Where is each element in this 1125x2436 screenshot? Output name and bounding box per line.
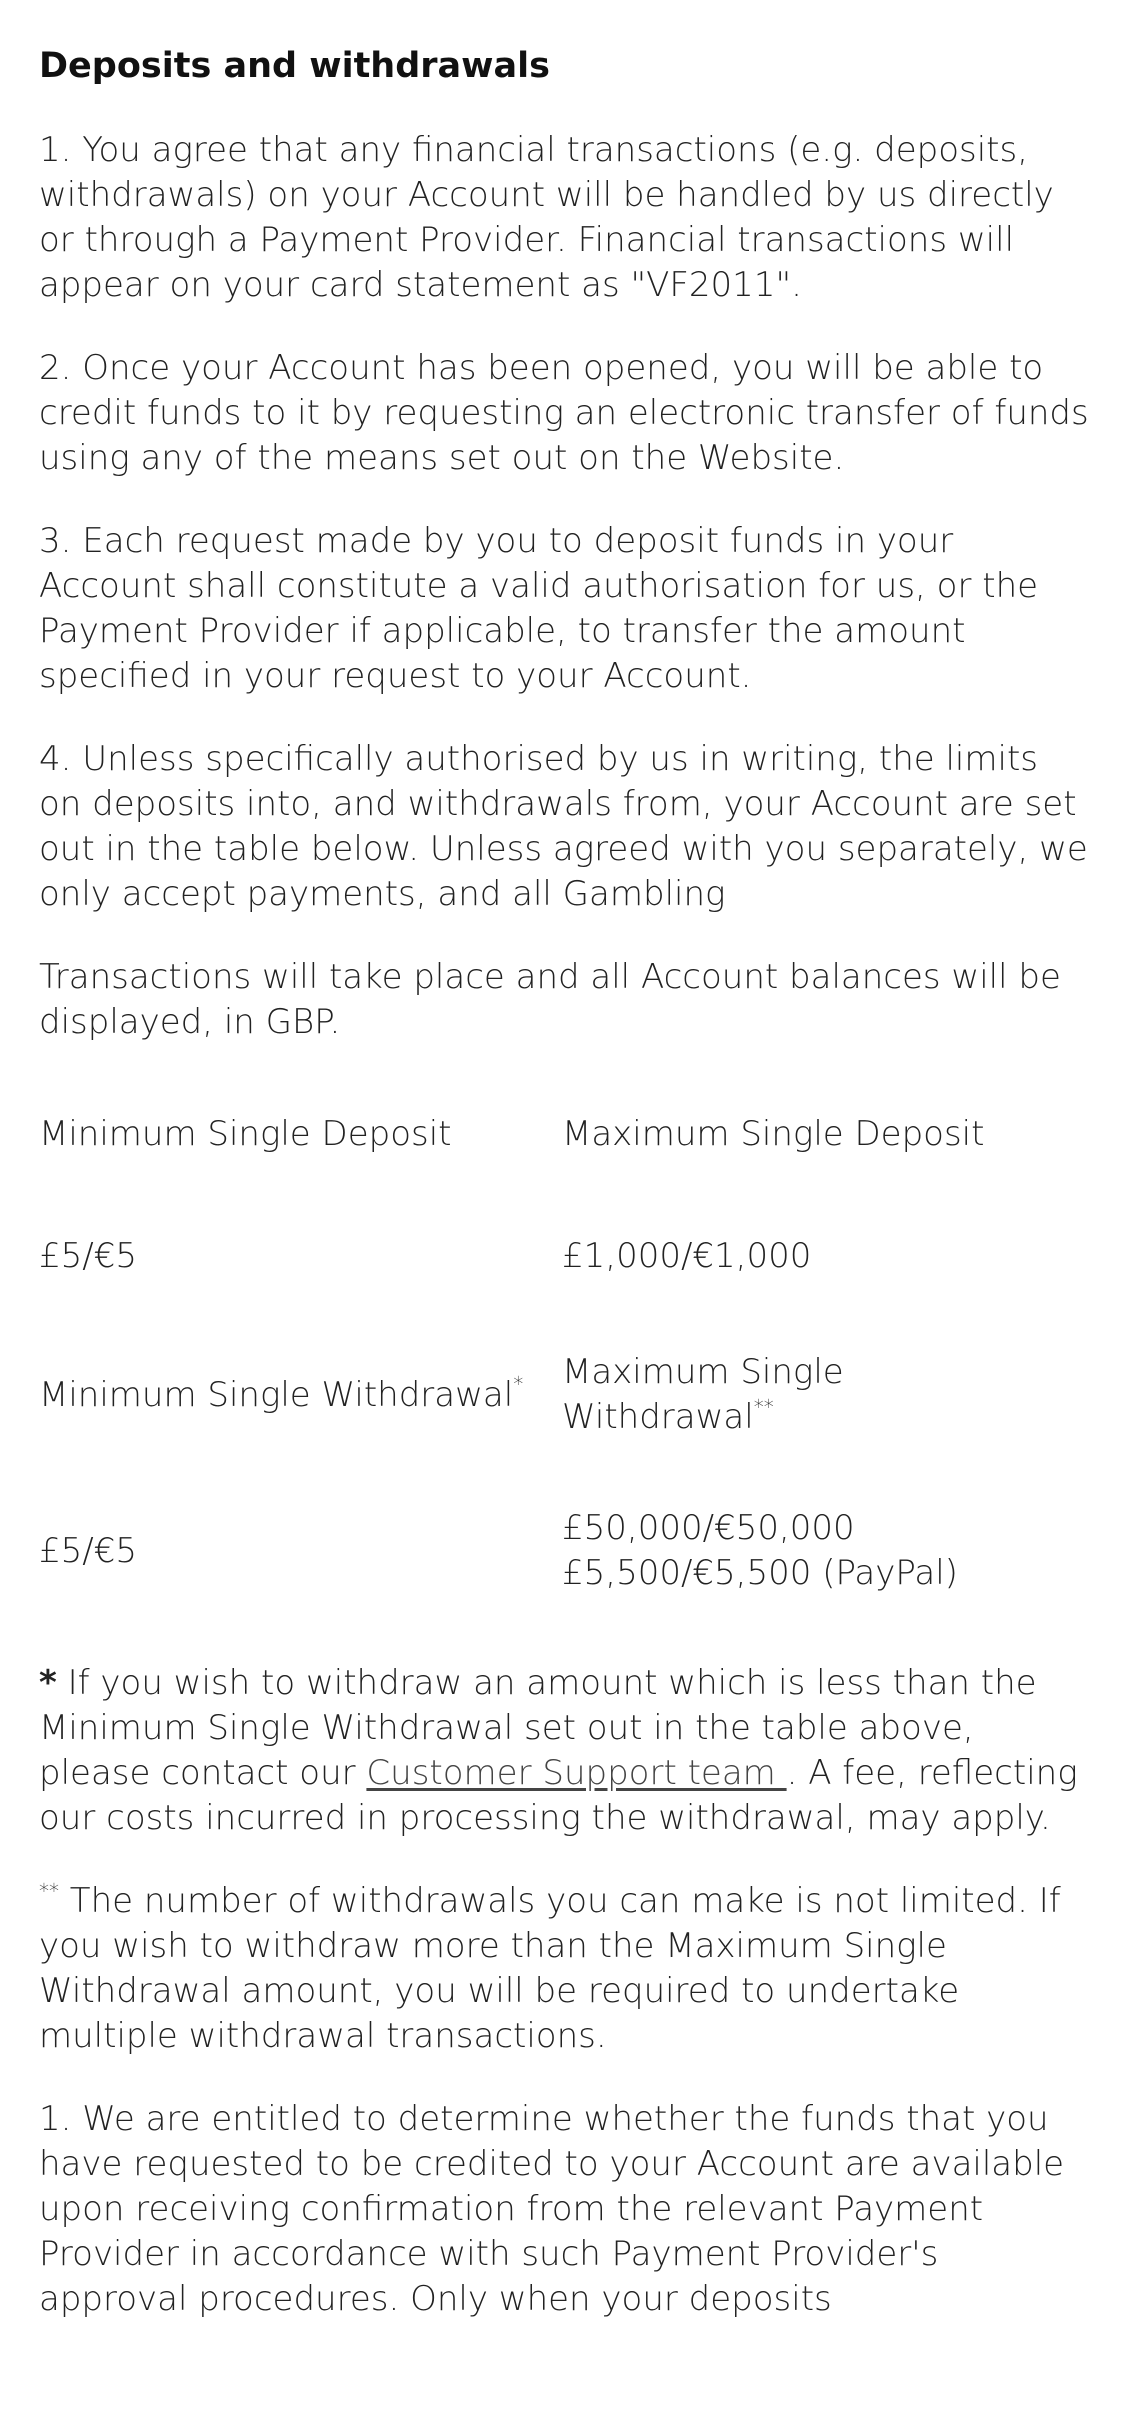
limits-value-row-deposit: [39, 1226, 1089, 1287]
max-deposit-label: Maximum Single Deposit: [562, 1114, 985, 1154]
max-withdrawal-footnote-mark: **: [753, 1394, 774, 1419]
footnote-1-mark: *: [39, 1663, 57, 1703]
max-withdrawal-value-paypal: £5,500/€5,500 (PayPal): [562, 1553, 958, 1593]
min-withdrawal-label: Minimum Single Withdrawal: [39, 1374, 514, 1415]
footnote-2: [39, 1879, 1089, 2059]
footnote-1: [39, 1661, 1089, 1841]
paragraph-3: 3. Each request made by you to deposit funds in your Account shall constitute a valid authorisation for us, or the Payment Provider if applicable, to transfer the amount specified in your request to your Account.: [39, 521, 1039, 696]
max-deposit-value: £1,000/€1,000: [562, 1236, 812, 1276]
limits-table: [39, 1104, 1089, 1599]
limits-value-row-withdrawal: [39, 1503, 1089, 1599]
paragraph-1: 1. You agree that any financial transactions (e.g. deposits, withdrawals) on your Account will be handled by us directly or through a Payment Provider. Financial transactions will appear on your card statement as "VF2011".: [39, 130, 1054, 305]
final-paragraph: 1. We are entitled to determine whether the funds that you have requested to be credited to your Account are available upon receiving confirmation from the relevant Payment Provider in accordance with such Payment Provider's approval procedures. Only when your deposits: [39, 2099, 1065, 2319]
limits-header-row-withdrawal: [39, 1347, 1089, 1443]
limits-header-row-deposit: [39, 1104, 1089, 1165]
paragraph-5: Transactions will take place and all Account balances will be displayed, in GBP.: [39, 957, 1061, 1042]
intro-tail-text: [39, 0, 1089, 1]
footnote-2-mark: **: [39, 1878, 59, 1903]
customer-support-link[interactable]: Customer Support team: [366, 1753, 787, 1793]
max-withdrawal-value-standard: £50,000/€50,000: [562, 1508, 855, 1548]
min-withdrawal-value: £5/€5: [39, 1530, 137, 1571]
min-withdrawal-label-cell: [39, 1373, 562, 1418]
section-heading: Deposits and withdrawals: [39, 46, 550, 86]
paragraph-2: 2. Once your Account has been opened, you will be able to credit funds to it by requesting an electronic transfer of funds using any of the means set out on the Website.: [39, 348, 1089, 478]
max-withdrawal-label: Maximum Single Withdrawal: [562, 1352, 844, 1437]
footnote-2-text: The number of withdrawals you can make is not limited. If you wish to withdraw more than the Maximum Single Withdrawal amount, you will be required to undertake multiple withdrawal transactions.: [39, 1881, 1061, 2056]
terms-content: [39, 0, 1089, 2360]
paragraph-4: 4. Unless specifically authorised by us in writing, the limits on deposits into, and withdrawals from, your Account are set out in the table below. Unless agreed with you separately, we only accept payments, and all Gambling: [39, 739, 1088, 914]
min-deposit-value: £5/€5: [39, 1236, 137, 1276]
max-withdrawal-value-cell: [562, 1506, 1032, 1596]
max-withdrawal-label-cell: [562, 1350, 1032, 1440]
footnote-1-text-after: . A fee, reflecting our costs incurred in processing the withdrawal, may apply.: [39, 1753, 1078, 1838]
min-withdrawal-footnote-mark: *: [513, 1372, 524, 1397]
footnote-1-text-before: If you wish to withdraw an amount which is less than the Minimum Single Withdrawal set out in the table above, please contact our: [39, 1663, 1037, 1793]
min-deposit-label: Minimum Single Deposit: [39, 1114, 452, 1154]
